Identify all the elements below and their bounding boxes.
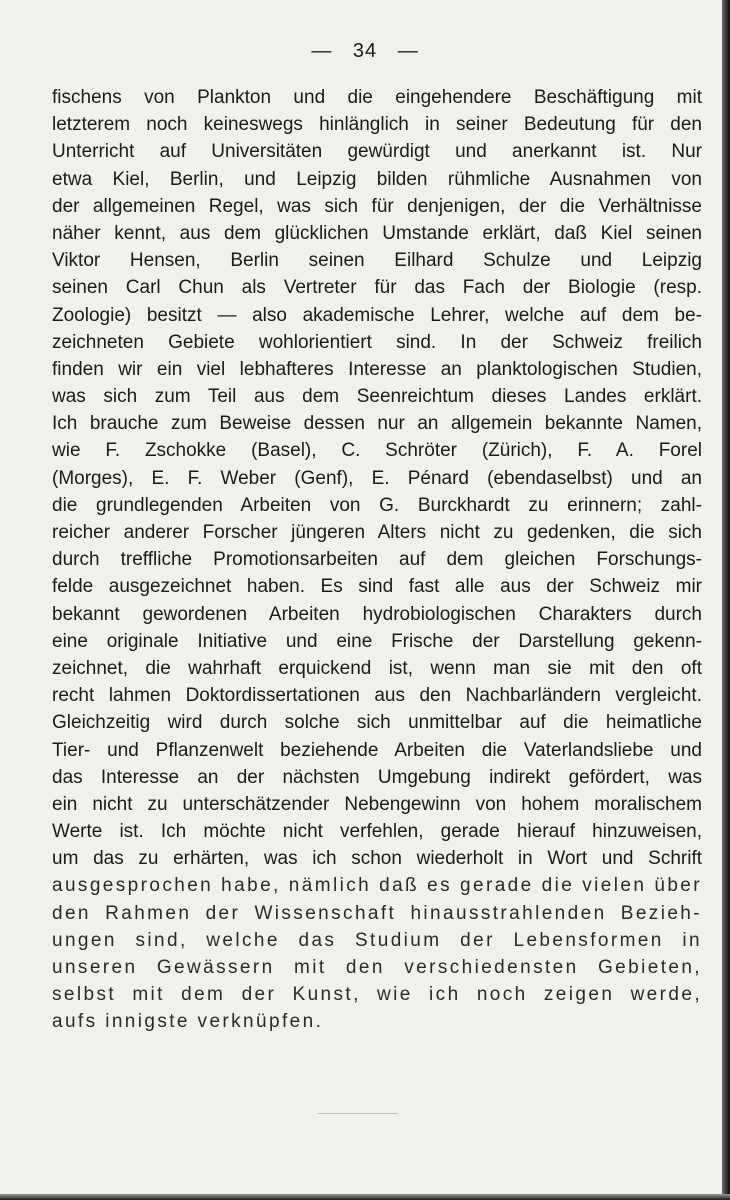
text-line: recht lahmen Doktordissertationen aus den Nachbarländern vergleicht.	[52, 685, 702, 707]
text-line-letterspaced: selbst mit dem der Kunst, wie ich noch zeigen werde,	[52, 984, 702, 1006]
text-line: fischens von Plankton und die eingehendere Beschäftigung mit	[52, 87, 702, 108]
text-line: felde ausgezeichnet haben. Es sind fast alle aus der Schweiz mir	[52, 576, 702, 598]
text-line-letterspaced: den Rahmen der Wissenschaft hinausstrahlenden Bezieh-	[52, 902, 702, 924]
text-line: näher kennt, aus dem glücklichen Umstande erklärt, daß Kiel seinen	[52, 222, 702, 244]
text-line: die grundlegenden Arbeiten von G. Burckhardt zu erinnern; zahl-	[52, 494, 702, 516]
text-line: Ich brauche zum Beweise dessen nur an allgemein bekannte Namen,	[52, 413, 702, 435]
text-line: das Interesse an der nächsten Umgebung indirekt gefördert, was	[52, 766, 702, 788]
body-paragraph	[52, 84, 702, 1036]
text-line-letterspaced: ausgesprochen habe, nämlich daß es gerade die vielen über	[52, 875, 702, 897]
text-line: finden wir ein viel lebhafteres Interesse an planktologischen Studien,	[52, 358, 702, 380]
text-line: bekannt gewordenen Arbeiten hydrobiologischen Charakters durch	[52, 603, 702, 625]
footer-rule	[318, 1113, 398, 1114]
text-line: Gleichzeitig wird durch solche sich unmittelbar auf die heimatliche	[52, 712, 702, 734]
text-line: der allgemeinen Regel, was sich für denjenigen, der die Verhältnisse	[52, 195, 702, 217]
page-number-dash-left: —	[311, 40, 333, 62]
text-line: Unterricht auf Universitäten gewürdigt und anerkannt ist. Nur	[52, 141, 702, 163]
text-line: zeichnet, die wahrhaft erquickend ist, wenn man sie mit den oft	[52, 657, 702, 679]
text-line-letterspaced-last: aufs innigste verknüpfen.	[52, 1011, 324, 1033]
text-line: seinen Carl Chun als Vertreter für das Fach der Biologie (resp.	[52, 277, 702, 299]
scan-edge-right	[722, 0, 730, 1200]
text-line: Werte ist. Ich möchte nicht verfehlen, gerade hierauf hinzuweisen,	[52, 821, 702, 843]
scan-edge-bottom	[0, 1194, 730, 1200]
text-line: letzterem noch keineswegs hinlänglich in seiner Bedeutung für den	[52, 114, 702, 136]
page-number-header	[0, 40, 730, 63]
text-line: um das zu erhärten, was ich schon wiederholt in Wort und Schrift	[52, 848, 702, 870]
text-line: reicher anderer Forscher jüngeren Alters nicht zu gedenken, die sich	[52, 522, 702, 543]
text-line: eine originale Initiative und eine Frische der Darstellung gekenn-	[52, 630, 702, 652]
text-line: Viktor Hensen, Berlin seinen Eilhard Schulze und Leipzig	[52, 250, 702, 272]
text-line: Zoologie) besitzt — also akademische Lehrer, welche auf dem be-	[52, 304, 702, 326]
page-number-dash-right: —	[397, 40, 419, 62]
text-line: Tier- und Pflanzenwelt beziehende Arbeiten die Vaterlandsliebe und	[52, 739, 702, 761]
text-line: etwa Kiel, Berlin, und Leipzig bilden rühmliche Ausnahmen von	[52, 168, 702, 190]
text-line: (Morges), E. F. Weber (Genf), E. Pénard (ebendaselbst) und an	[52, 467, 702, 489]
text-line: zeichneten Gebiete wohlorientiert sind. In der Schweiz freilich	[52, 331, 702, 353]
text-line-letterspaced: unseren Gewässern mit den verschiedensten Gebieten,	[52, 957, 702, 978]
text-line: was sich zum Teil aus dem Seenreichtum dieses Landes erklärt.	[52, 386, 702, 408]
page-number: 34	[352, 40, 378, 62]
text-line-letterspaced: ungen sind, welche das Studium der Lebensformen in	[52, 929, 702, 951]
text-line: ein nicht zu unterschätzender Nebengewinn von hohem moralischem	[52, 793, 702, 815]
text-line: durch treffliche Promotionsarbeiten auf dem gleichen Forschungs-	[52, 549, 702, 571]
text-line: wie F. Zschokke (Basel), C. Schröter (Zürich), F. A. Forel	[52, 440, 702, 462]
